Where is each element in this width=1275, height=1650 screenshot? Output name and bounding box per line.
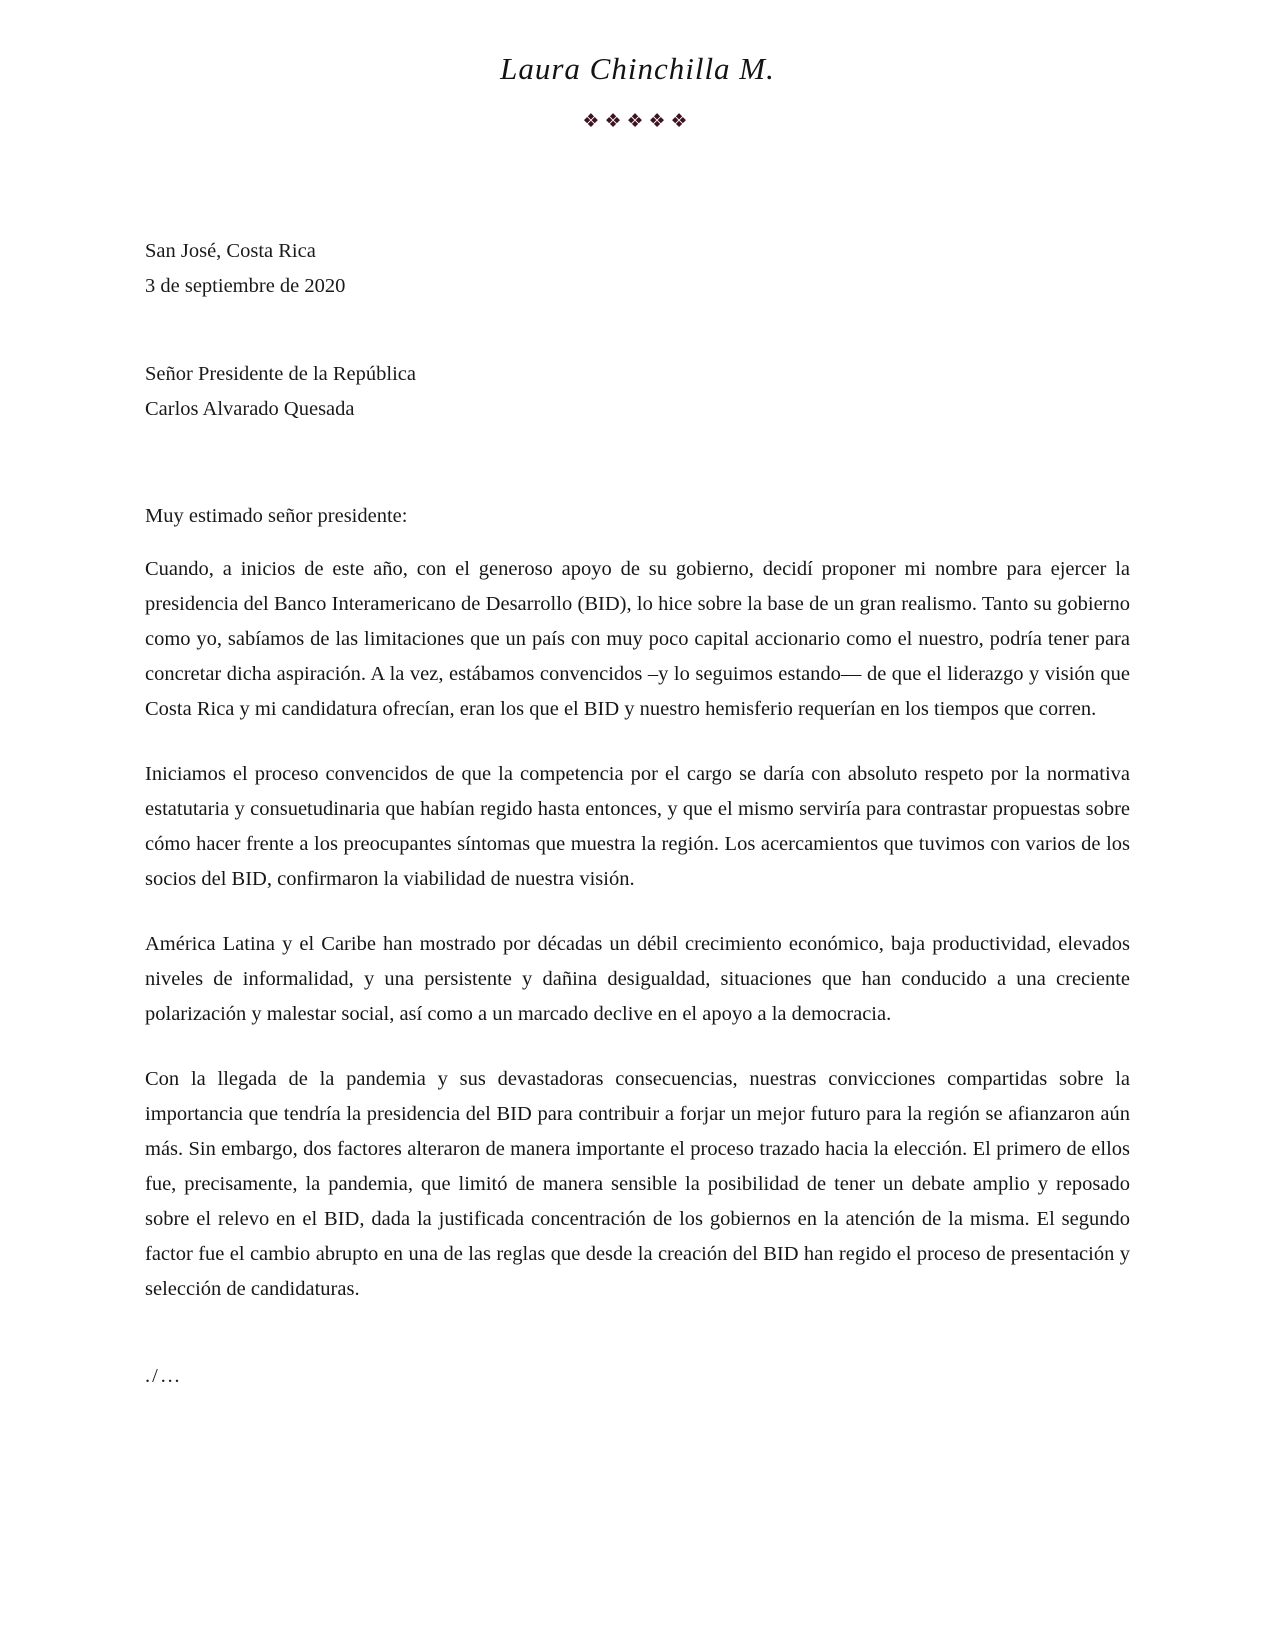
recipient-name: Carlos Alvarado Quesada <box>145 398 355 420</box>
paragraph-1: Cuando, a inicios de este año, con el generoso apoyo de su gobierno, decidí proponer mi nombre para ejercer la presidencia del Banco Interamericano de Desarrollo (BID), lo hice sobre la base de un gran realismo. Tanto su gobierno como yo, sabíamos de las limitaciones que un país con muy poco capital accionario como el nuestro, podría tener para concretar dicha aspiración. A la vez, estábamos convencidos –y lo seguimos estando— de que el liderazgo y visión que Costa Rica y mi candidatura ofrecían, eran los que el BID y nuestro hemisferio requerían en los tiempos que corren. <box>145 558 1130 720</box>
recipient-title: Señor Presidente de la República <box>145 363 416 385</box>
letterhead-author-name: Laura Chinchilla M. <box>500 51 775 86</box>
paragraph-2: Iniciamos el proceso convencidos de que la competencia por el cargo se daría con absoluto respeto por la normativa estatutaria y consuetudinaria que habían regido hasta entonces, y que el mismo serviría para contrastar propuestas sobre cómo hacer frente a los preocupantes síntomas que muestra la región. Los acercamientos que tuvimos con varios de los socios del BID, confirmaron la viabilidad de nuestra visión. <box>145 763 1130 890</box>
recipient-block <box>145 357 1130 427</box>
dateline-block <box>145 234 1130 304</box>
salutation-line: Muy estimado señor presidente: <box>145 505 408 527</box>
dateline-date: 3 de septiembre de 2020 <box>145 275 346 297</box>
letter-body <box>145 552 1130 1307</box>
paragraph-4: Con la llegada de la pandemia y sus devastadoras consecuencias, nuestras convicciones compartidas sobre la importancia que tendría la presidencia del BID para contribuir a forjar un mejor futuro para la región se afianzaron aún más. Sin embargo, dos factores alteraron de manera importante el proceso trazado hacia la elección. El primero de ellos fue, precisamente, la pandemia, que limitó de manera sensible la posibilidad de tener un debate amplio y reposado sobre el relevo en el BID, dada la justificada concentración de los gobiernos en la atención de la misma. El segundo factor fue el cambio abrupto en una de las reglas que desde la creación del BID han regido el proceso de presentación y selección de candidaturas. <box>145 1068 1130 1300</box>
page-continuation-mark: ./… <box>145 1365 183 1387</box>
dateline-location: San José, Costa Rica <box>145 240 316 262</box>
paragraph-3: América Latina y el Caribe han mostrado por décadas un débil crecimiento económico, baja productividad, elevados niveles de informalidad, y una persistente y dañina desigualdad, situaciones que han conducido a una creciente polarización y malestar social, así como a un marcado declive en el apoyo a la democracia. <box>145 933 1130 1025</box>
ornament-diamonds-icon: ❖❖❖❖❖ <box>582 110 693 132</box>
